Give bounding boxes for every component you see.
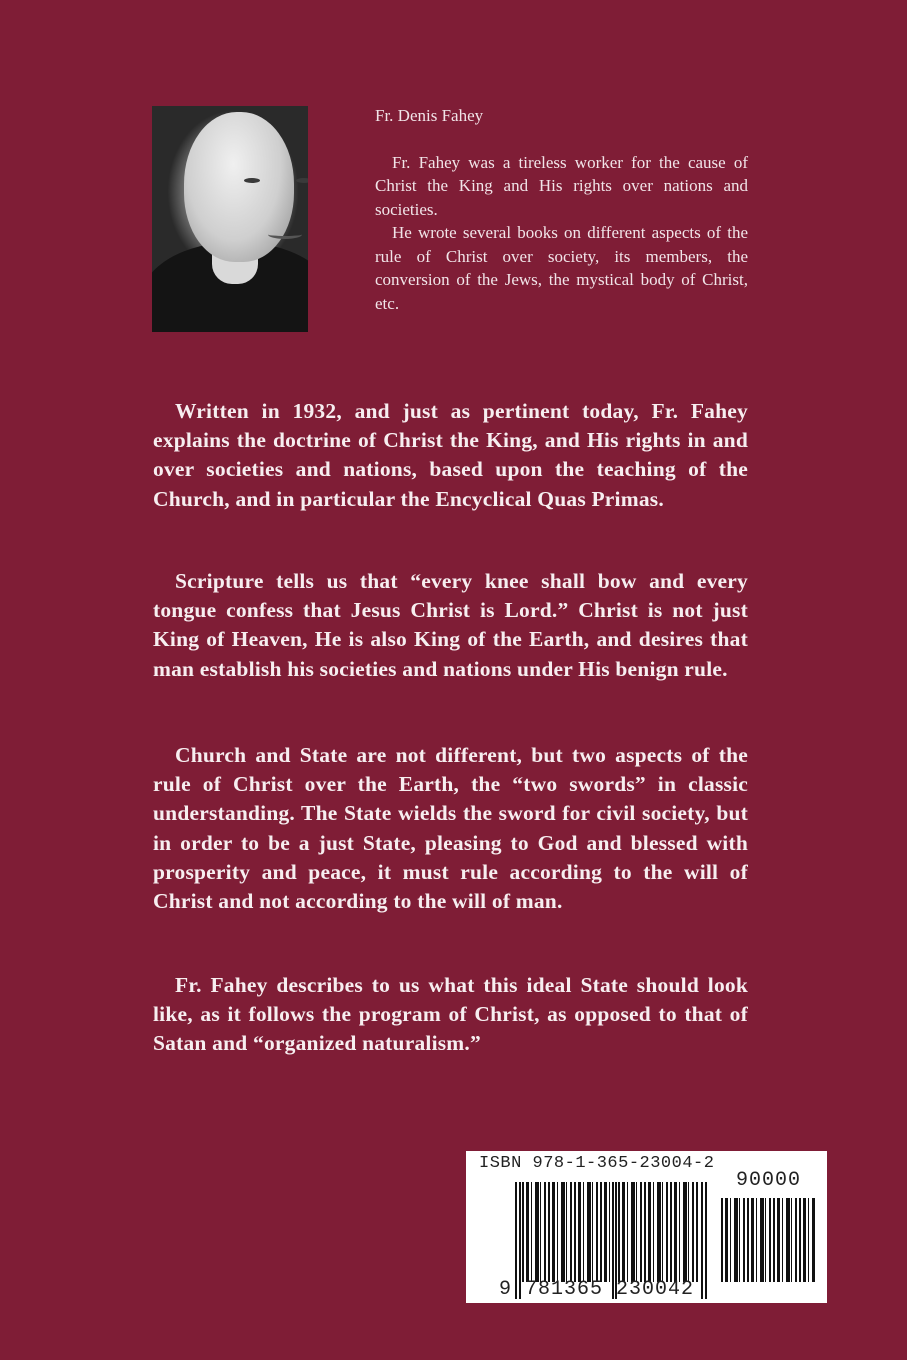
ean-left-digits: 781365 xyxy=(525,1278,604,1301)
author-bio-paragraph: Fr. Fahey was a tireless worker for the cause of Christ the King and His rights over nations and societies. xyxy=(375,152,748,219)
portrait-mouth xyxy=(268,230,302,239)
description-paragraph-3 xyxy=(153,741,748,916)
ean-right-digits: 230042 xyxy=(616,1278,695,1301)
author-name: Fr. Denis Fahey xyxy=(375,106,484,125)
isbn-barcode xyxy=(466,1151,827,1303)
ean-first-digit: 9 xyxy=(499,1278,513,1301)
barcode-addon-bars xyxy=(721,1198,815,1282)
barcode-guard-right xyxy=(701,1182,707,1299)
author-block xyxy=(375,104,748,315)
description-text: Fr. Fahey describes to us what this ideal State should look like, as it follows the program of Christ, as opposed to that of Satan and “organized naturalism.” xyxy=(153,973,748,1056)
portrait-eye-left xyxy=(244,178,260,183)
barcode-guard-left xyxy=(515,1182,521,1299)
author-portrait-photo xyxy=(152,106,308,332)
description-paragraph-2 xyxy=(153,567,748,684)
author-bio-paragraph: He wrote several books on different aspects of the rule of Christ over society, its members, the conversion of the Jews, the mystical body of Christ, etc. xyxy=(375,223,748,313)
description-paragraph-1 xyxy=(153,397,748,514)
barcode-bars-right xyxy=(618,1182,700,1282)
portrait-head xyxy=(184,112,294,262)
description-text: Church and State are not different, but two aspects of the rule of Christ over the Earth, the “two swords” in classic understanding. The State wields the sword for civil society, but in order to be a just State, pleasing to God and blessed with prosperity and peace, it must rule according to the will of Christ and not according to the will of man. xyxy=(153,743,748,914)
portrait-eye-right xyxy=(296,178,308,183)
barcode-bars-left xyxy=(522,1182,610,1282)
description-text: Scripture tells us that “every knee shall bow and every tongue confess that Jesus Christ is Lord.” Christ is not just King of Heaven, He is also King of the Earth, and desires that man establish his societies and nations under His benign rule. xyxy=(153,569,748,681)
isbn-label: ISBN 978-1-365-23004-2 xyxy=(479,1154,715,1173)
description-text: Written in 1932, and just as pertinent today, Fr. Fahey explains the doctrine of Christ the King, and His rights in and over societies and nations, based upon the teaching of the Church, and in particular the Encyclical Quas Primas. xyxy=(153,399,748,511)
price-code: 90000 xyxy=(736,1169,802,1192)
author-bio xyxy=(375,151,748,316)
description-paragraph-4 xyxy=(153,971,748,1059)
